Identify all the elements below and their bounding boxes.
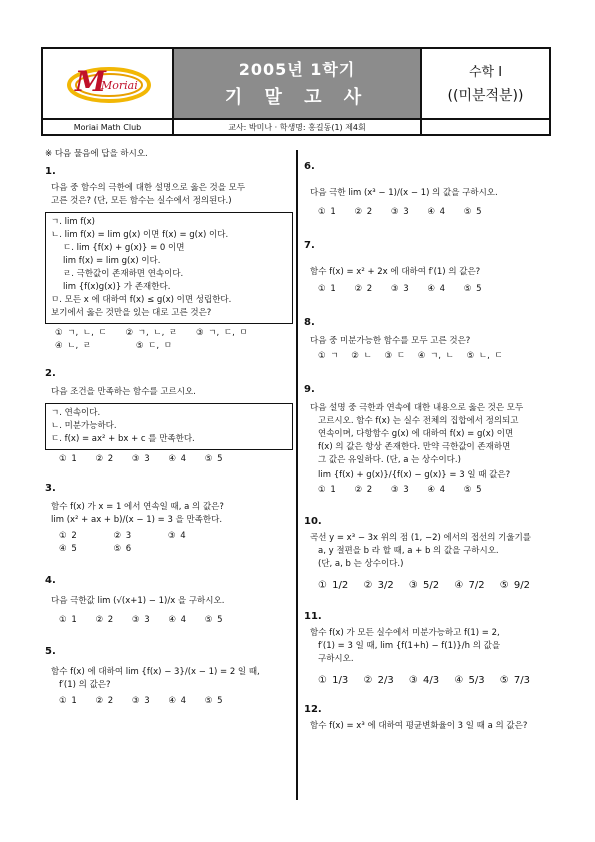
footer-mid: 교사: 박미나 · 학생명: 홍길동(1) 제4회: [174, 120, 422, 136]
question-text: 다음 극한 lim (x³ − 1)/(x − 1) 의 값을 구하시오.: [310, 188, 498, 198]
answer-options: [45, 327, 293, 340]
question-text: lim {f(x) + g(x)}/{f(x) − g(x)} = 3 일 때 값은?: [318, 470, 511, 480]
question-5: [45, 645, 293, 708]
answer-option[interactable]: ① 1: [318, 207, 336, 217]
subject-name: 수학 I: [468, 65, 503, 80]
question-7: [304, 239, 554, 296]
answer-options: [304, 206, 554, 219]
answer-option[interactable]: ③ 3: [131, 615, 150, 625]
answer-option[interactable]: ① ㄱ: [318, 351, 339, 361]
question-2: [45, 367, 293, 466]
question-box: [45, 212, 293, 324]
answer-option[interactable]: ⑤ ㄴ, ㄷ: [466, 351, 503, 361]
exam-type: 기 말 고 사: [224, 87, 370, 108]
answer-option[interactable]: ② ㄴ: [351, 351, 372, 361]
answer-option[interactable]: ② 2: [354, 207, 373, 217]
question-number: 5.: [45, 646, 56, 657]
question-4: [45, 574, 293, 627]
answer-option[interactable]: ③ 3: [390, 207, 409, 217]
answer-option[interactable]: ③ 4: [167, 531, 186, 541]
question-text: 구하시오.: [318, 654, 354, 664]
answer-option[interactable]: ⑤ 6: [113, 544, 132, 554]
answer-option[interactable]: ② 2/3: [363, 675, 394, 686]
answer-option[interactable]: ③ 3: [131, 696, 150, 706]
instructions: ※ 다음 물음에 답을 하시오.: [45, 149, 148, 159]
answer-option[interactable]: ② 3/2: [363, 580, 394, 591]
box-line: ㄹ. 극한값이 존재하면 연속이다.: [63, 269, 184, 279]
answer-option[interactable]: ⑤ 5: [463, 485, 482, 495]
question-number: 3.: [45, 483, 56, 494]
answer-option[interactable]: ⑤ ㄷ, ㅁ: [135, 341, 173, 351]
answer-option[interactable]: ③ 3: [390, 284, 409, 294]
question-text: a, y 절편을 b 라 할 때, a + b 의 값을 구하시오.: [318, 546, 499, 556]
question-number: 1.: [45, 166, 56, 177]
column-divider: [296, 150, 298, 800]
question-text: 다음 설명 중 극한과 연속에 대한 내용으로 옳은 것은 모두: [310, 403, 524, 413]
question-text: 다음 극한값 lim (√(x+1) − 1)/x 을 구하시오.: [51, 596, 225, 606]
answer-option[interactable]: ⑤ 5: [204, 696, 223, 706]
answer-options: [45, 614, 293, 627]
question-text: 고르시오. 함수 f(x) 는 실수 전체의 집합에서 정의되고: [318, 416, 519, 426]
answer-option[interactable]: ④ 4: [427, 485, 446, 495]
question-number: 7.: [304, 240, 315, 251]
box-line: ㄷ. lim {f(x) + g(x)} = 0 이면: [63, 243, 185, 253]
question-text: 다음 조건을 만족하는 함수를 고르시오.: [51, 387, 196, 397]
question-text: 함수 f(x) 가 x = 1 에서 연속일 때, a 의 값은?: [51, 502, 224, 512]
question-text: 다음 중 미분가능한 함수를 모두 고른 것은?: [310, 336, 471, 346]
answer-options: [304, 350, 554, 363]
box-line: ㄱ. 연속이다.: [51, 408, 101, 418]
header-info-row: [43, 118, 549, 136]
answer-option[interactable]: ④ ㄴ, ㄹ: [55, 341, 92, 351]
school-logo: [61, 55, 157, 111]
answer-option[interactable]: ① 1: [59, 454, 77, 464]
answer-option[interactable]: ② 3: [113, 531, 132, 541]
subject-detail: ((미분적분)): [447, 88, 524, 104]
answer-option[interactable]: ② 2: [95, 696, 114, 706]
question-number: 4.: [45, 575, 56, 586]
answer-option[interactable]: ⑤ 7/3: [499, 675, 530, 686]
answer-option[interactable]: ② ㄱ, ㄴ, ㄹ: [125, 328, 178, 338]
question-1: [45, 165, 293, 353]
answer-options: [45, 543, 293, 556]
answer-options: [45, 695, 293, 708]
question-11: [304, 610, 554, 687]
box-line: ㄱ. lim f(x): [51, 217, 95, 227]
question-text: 고른 것은? (단, 모든 함수는 실수에서 정의된다.): [51, 196, 232, 206]
question-text: f(x) 의 값은 항상 존재한다. 만약 극한값이 존재하면: [318, 442, 511, 452]
question-text: 함수 f(x) 에 대하여 lim {f(x) − 3}/(x − 1) = 2 일 때,: [51, 667, 260, 677]
question-number: 11.: [304, 611, 322, 622]
answer-option[interactable]: ⑤ 5: [204, 615, 223, 625]
box-line: lim f(x) = lim g(x) 이다.: [63, 256, 161, 266]
question-6: [304, 160, 554, 219]
answer-option[interactable]: ③ ㄱ, ㄷ, ㅁ: [195, 328, 248, 338]
answer-option[interactable]: ② 2: [354, 485, 373, 495]
answer-option[interactable]: ③ 3: [131, 454, 150, 464]
answer-option[interactable]: ③ ㄷ: [384, 351, 406, 361]
exam-semester: 2005년 1학기: [238, 60, 356, 79]
answer-option[interactable]: ④ 4: [427, 284, 446, 294]
question-text: 곡선 y = x³ − 3x 위의 점 (1, −2) 에서의 접선의 기울기를: [310, 533, 532, 543]
question-9: [304, 383, 554, 497]
question-text: 함수 f(x) 가 모든 실수에서 미분가능하고 f(1) = 2,: [310, 628, 500, 638]
answer-options: [304, 579, 554, 592]
question-text: 함수 f(x) = x² + 2x 에 대하여 f′(1) 의 값은?: [310, 267, 481, 277]
footer-left: Moriai Math Club: [43, 120, 174, 136]
question-number: 10.: [304, 516, 322, 527]
answer-option[interactable]: ① 1: [318, 485, 336, 495]
box-line: ㄴ. 미분가능하다.: [51, 421, 117, 431]
answer-option[interactable]: ④ 5: [59, 544, 77, 554]
answer-option[interactable]: ① 1: [59, 696, 77, 706]
question-box: [45, 403, 293, 450]
exam-title: [174, 49, 422, 118]
answer-options: [304, 674, 554, 687]
svg-text:Moriai: Moriai: [101, 79, 138, 92]
answer-options: [304, 283, 554, 296]
answer-option[interactable]: ⑤ 9/2: [499, 580, 530, 591]
answer-option[interactable]: ① 2: [59, 531, 77, 541]
box-line: ㄷ. f(x) = ax² + bx + c 를 만족한다.: [51, 434, 195, 444]
question-12: [304, 703, 554, 733]
answer-option[interactable]: ② 2: [354, 284, 373, 294]
question-number: 6.: [304, 161, 315, 172]
answer-option[interactable]: ② 2: [95, 454, 114, 464]
question-3: [45, 482, 293, 556]
question-10: [304, 515, 554, 592]
question-text: (단, a, b 는 상수이다.): [318, 559, 404, 569]
answer-option[interactable]: ① 1/2: [318, 580, 349, 591]
answer-option[interactable]: ③ 5/2: [408, 580, 440, 591]
answer-options: [45, 530, 293, 543]
question-number: 9.: [304, 384, 315, 395]
question-text: f′(1) = 3 일 때, lim {f(1+h) − f(1)}/h 의 값을: [318, 641, 501, 651]
answer-option[interactable]: ① 1/3: [318, 675, 349, 686]
answer-option[interactable]: ④ 7/2: [454, 580, 485, 591]
answer-options: [304, 484, 554, 497]
answer-option[interactable]: ① 1: [318, 284, 336, 294]
answer-option[interactable]: ③ 3: [390, 485, 409, 495]
question-text: 함수 f(x) = x³ 에 대하여 평균변화율이 3 일 때 a 의 값은?: [310, 721, 528, 731]
answer-option[interactable]: ④ 4: [168, 454, 187, 464]
box-line: lim {f(x)g(x)} 가 존재한다.: [63, 282, 171, 292]
svg-text:M: M: [75, 65, 106, 98]
question-text: 다음 중 함수의 극한에 대한 설명으로 옳은 것을 모두: [51, 183, 246, 193]
answer-option[interactable]: ⑤ 5: [204, 454, 223, 464]
answer-option[interactable]: ⑤ 5: [463, 207, 482, 217]
answer-option[interactable]: ② 2: [95, 615, 114, 625]
question-number: 12.: [304, 704, 322, 715]
box-line: 보기에서 옳은 것만을 있는 대로 고른 것은?: [51, 308, 212, 318]
question-8: [304, 316, 554, 363]
logo-cell: [43, 49, 174, 118]
answer-option[interactable]: ① ㄱ, ㄴ, ㄷ: [55, 328, 107, 338]
answer-option[interactable]: ④ 4: [168, 615, 187, 625]
exam-header: [41, 47, 551, 136]
answer-option[interactable]: ④ 4: [427, 207, 446, 217]
answer-option[interactable]: ④ ㄱ, ㄴ: [417, 351, 454, 361]
left-column: [45, 148, 293, 708]
question-number: 2.: [45, 368, 56, 379]
box-line: ㄴ. lim f(x) = lim g(x) 이면 f(x) = g(x) 이다.: [51, 230, 229, 240]
answer-option[interactable]: ④ 5/3: [454, 675, 485, 686]
question-number: 8.: [304, 317, 315, 328]
subject-cell: [422, 49, 549, 118]
question-text: f′(1) 의 값은?: [59, 680, 111, 690]
question-text: 그 값은 유일하다. (단, a 는 상수이다.): [318, 455, 461, 465]
question-text: 연속이며, 다항함수 g(x) 에 대하여 f(x) = g(x) 이면: [318, 429, 514, 439]
question-text: lim (x² + ax + b)/(x − 1) = 3 을 만족한다.: [51, 515, 223, 525]
answer-options: [45, 453, 293, 466]
right-column: [304, 160, 554, 733]
answer-option[interactable]: ⑤ 5: [463, 284, 482, 294]
answer-option[interactable]: ④ 4: [168, 696, 187, 706]
box-line: ㅁ. 모든 x 에 대하여 f(x) ≤ g(x) 이면 성립한다.: [51, 295, 232, 305]
answer-options: [45, 340, 293, 353]
answer-option[interactable]: ③ 4/3: [408, 675, 440, 686]
answer-option[interactable]: ① 1: [59, 615, 77, 625]
